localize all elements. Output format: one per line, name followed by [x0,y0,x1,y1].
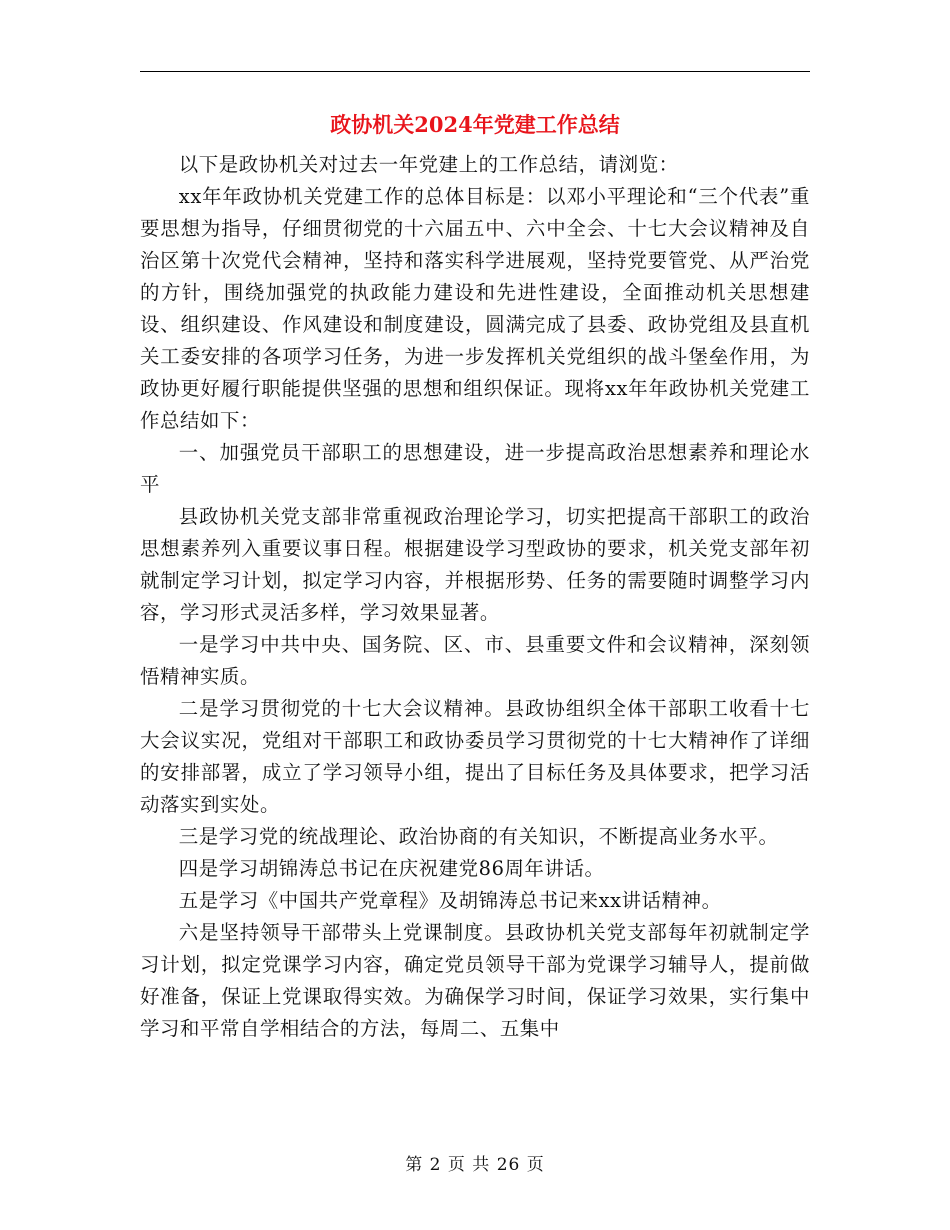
list-item-3: 三是学习党的统战理论、政治协商的有关知识，不断提高业务水平。 [178,825,779,848]
paragraph-study-plan: 县政协机关党支部非常重视政治理论学习，切实把提高干部职工的政治思想素养列入重要议事日程。根据建设学习型政协的要求，机关党支部年初就制定学习计划，拟定学习内容，并根据形势、任务的需要随时调整学习内容，学习形式灵活多样，学习效果显著。 [140,505,810,624]
list-item-4: 四是学习胡锦涛总书记在庆祝建党86周年讲话。 [178,857,605,880]
list-item-2: 二是学习贯彻党的十七大会议精神。县政协组织全体干部职工收看十七大会议实况，党组对干部职工和政协委员学习贯彻党的十七大精神作了详细的安排部署，成立了学习领导小组，提出了目标任务及具体要求，把学习活动落实到实处。 [140,697,810,816]
document-body [140,149,810,1045]
paragraph-overall-goal: xx年年政协机关党建工作的总体目标是：以邓小平理论和“三个代表”重要思想为指导，仔细贯彻党的十六届五中、六中全会、十七大会议精神及自治区第十次党代会精神，坚持和落实科学进展观，坚持党要管党、从严治党的方针，围绕加强党的执政能力建设和先进性建设，全面推动机关思想建设、组织建设、作风建设和制度建设，圆满完成了县委、政协党组及县直机关工委安排的各项学习任务，为进一步发挥机关党组织的战斗堡垒作用，为政协更好履行职能提供坚强的思想和组织保证。现将xx年年政协机关党建工作总结如下： [140,185,810,432]
document-title: 政协机关2024年党建工作总结 [330,112,620,137]
list-item-6: 六是坚持领导干部带头上党课制度。县政协机关党支部每年初就制定学习计划，拟定党课学习内容，确定党员领导干部为党课学习辅导人，提前做好准备，保证上党课取得实效。为确保学习时间，保证学习效果，实行集中学习和平常自学相结合的方法，每周二、五集中 [140,921,810,1040]
section-heading-1: 一、加强党员干部职工的思想建设，进一步提高政治思想素养和理论水平 [140,441,810,496]
page-footer: 第 2 页 共 26 页 [405,1155,545,1175]
header-rule [140,71,810,72]
list-item-5: 五是学习《中国共产党章程》及胡锦涛总书记来xx讲话精神。 [178,889,722,912]
list-item-1: 一是学习中共中央、国务院、区、市、县重要文件和会议精神，深刻领悟精神实质。 [140,633,810,688]
paragraph-intro: 以下是政协机关对过去一年党建上的工作总结，请浏览： [178,153,679,176]
